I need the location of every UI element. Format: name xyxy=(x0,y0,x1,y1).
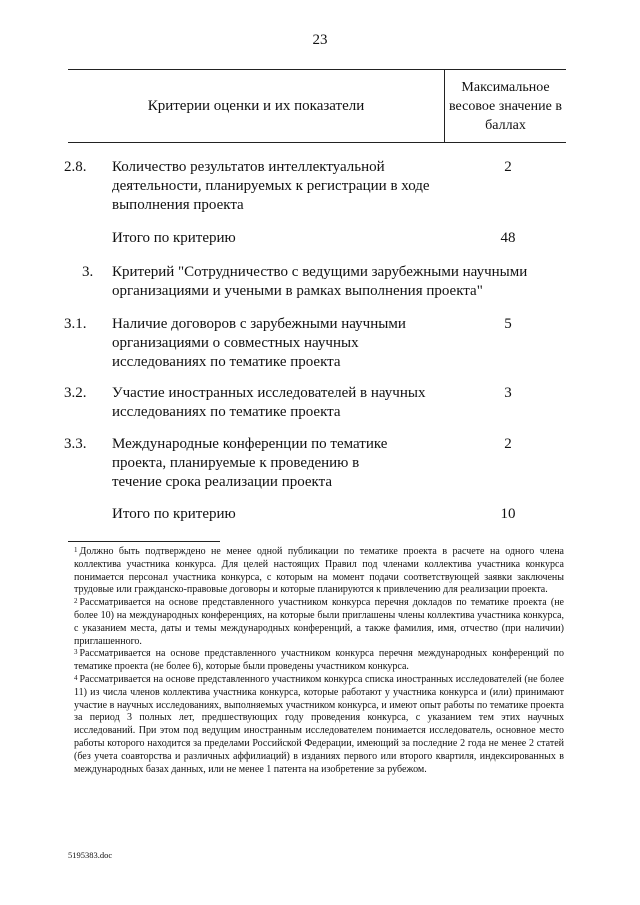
footnote-marker: 2 xyxy=(74,597,78,606)
row-points: 3 xyxy=(504,385,512,401)
footnote-text: Рассматривается на основе представленного участником конкурса перечня международных конференций по тематике проекта (не более 6), которые были проведены участником конкурса. xyxy=(74,648,564,673)
footnote-text: Рассматривается на основе представленного участником конкурса списка иностранных исследователей (не более 11) из числа членов коллектива участника конкурса, которые работают у участника конкурса и (или) принимают участие в научных исследованиях, выполняемых участником конкурса, и имеют опыт работы по тематике проекта за период 3 полных лет, предшествующих году проведения конкурса, с указанием тем этих научных исследований. При этом под ведущим иностранным исследователем понимается исследователь, основное место работы которого находится за пределами Российской Федерации, имеющий за последние 2 года не менее 2 статей (без учета соавторства и различных аффилиаций) в изданиях первого или второго квартиля, индексированных в международных базах данных, или не менее 1 патента на изобретение за рубежом. xyxy=(74,673,564,775)
row-text: Международные конференции по тематике проекта, планируемые к проведению в течение срока реализации проекта xyxy=(112,436,388,490)
table-header xyxy=(68,69,566,143)
row-points: 48 xyxy=(500,230,516,246)
header-criteria: Критерии оценки и их показатели xyxy=(147,97,365,114)
footnote-3 xyxy=(74,648,564,674)
row-number: 3.3. xyxy=(64,436,87,452)
footnotes xyxy=(74,546,564,776)
row-number: 2.8. xyxy=(64,159,87,175)
row-number: 3.1. xyxy=(64,316,87,332)
footnote-text: Должно быть подтверждено не менее одной публикации по тематике проекта в расчете на одного члена коллектива участника конкурса. Для целей настоящих Правил под членами коллектива участника конкурса понимается персонал участника конкурса, с которым на момент подачи соответствующей заявки заключены трудовые или гражданско-правовые договоры и которые планируются к привлечению для реализации проекта. xyxy=(74,546,564,596)
footnote-marker: 1 xyxy=(74,546,78,554)
row-points: 2 xyxy=(504,159,512,175)
row-text: Итого по критерию xyxy=(112,230,236,246)
row-points: 5 xyxy=(504,316,512,332)
footnote-marker: 4 xyxy=(74,673,78,682)
footnote-1 xyxy=(74,546,564,597)
document-id: 5195383.doc xyxy=(68,850,113,860)
header-max-weight: Максимальное весовое значение в баллах xyxy=(449,79,562,133)
row-points: 2 xyxy=(504,436,512,452)
row-points: 10 xyxy=(500,506,516,522)
row-number: 3. xyxy=(82,264,94,280)
row-text: Участие иностранных исследователей в научных исследованиях по тематике проекта xyxy=(112,385,426,420)
footnote-text: Рассматривается на основе представленного участником конкурса перечня докладов по тематике проекта (не более 10) на международных конференциях, на которые были приглашены члены коллектива участника конкурса, с указанием места, даты и темы международных конференций, а также фамилия, имя, отчество (при наличии) приглашенного. xyxy=(74,597,564,647)
row-text: Наличие договоров с зарубежными научными организациями о совместных научных исследованиях по тематике проекта xyxy=(112,316,406,370)
row-text: Количество результатов интеллектуальной деятельности, планируемых к регистрации в ходе выполнения проекта xyxy=(112,159,430,213)
footnote-marker: 3 xyxy=(74,648,78,657)
row-text: Критерий "Сотрудничество с ведущими зарубежными научными организациями и учеными в рамках выполнения проекта" xyxy=(112,264,528,299)
row-text: Итого по критерию xyxy=(112,506,236,522)
page-number: 23 xyxy=(312,32,328,48)
row-number: 3.2. xyxy=(64,385,87,401)
footnote-2 xyxy=(74,597,564,648)
footnote-4 xyxy=(74,674,564,776)
footnote-separator xyxy=(68,541,220,542)
